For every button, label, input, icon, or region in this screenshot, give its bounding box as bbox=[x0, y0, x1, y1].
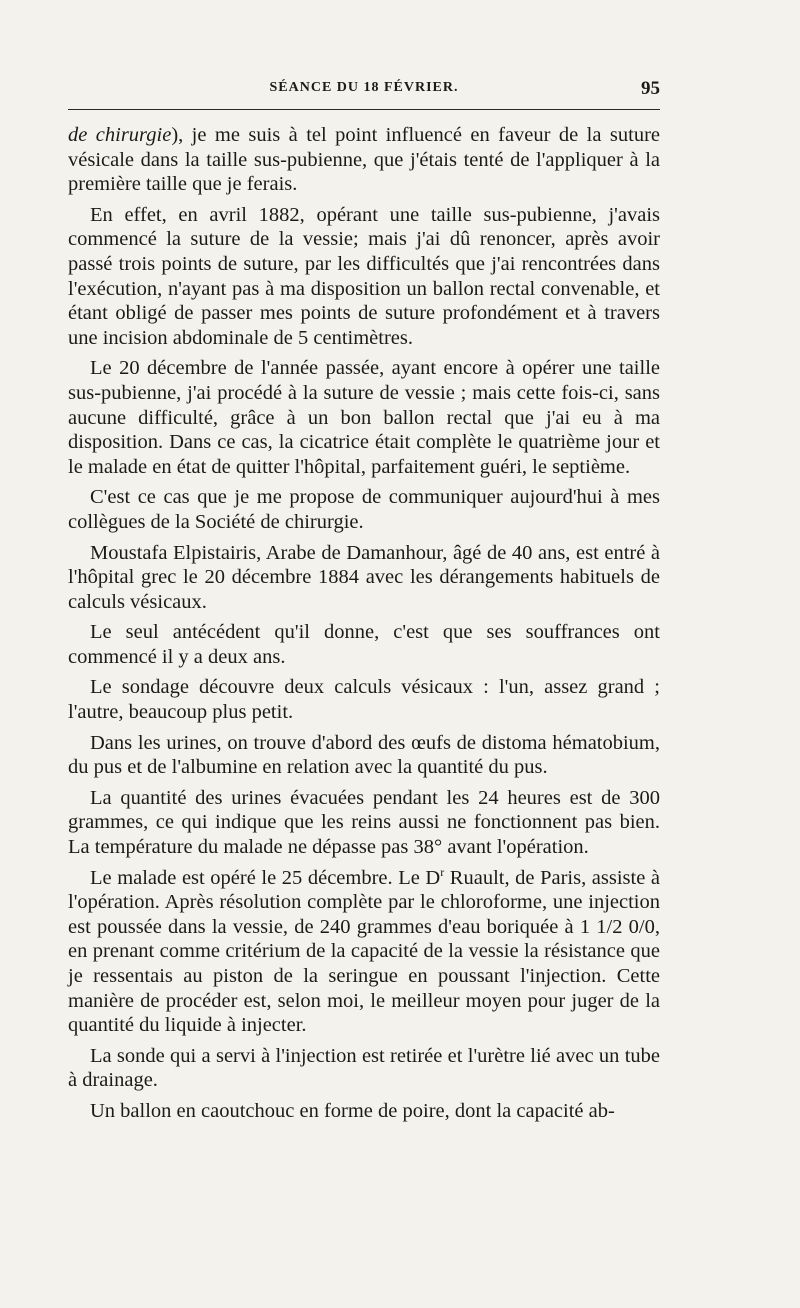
paragraph-text: Le malade est opéré le 25 décembre. Le D bbox=[90, 866, 441, 889]
paragraph: Le sondage découvre deux calculs vésicaux : l'un, assez grand ; l'autre, beaucoup plus petit. bbox=[68, 676, 660, 724]
header-rule bbox=[68, 109, 660, 110]
superscript: r bbox=[440, 864, 445, 879]
paragraph-text: Ruault, de Paris, assiste à l'opération. Après résolution complète par le chloroforme, une injection est poussée dans la vessie, de 240 grammes d'eau boriquée à 1 1/2 0/0, en prenant comme critérium de la capacité de la vessie la résistance que je ressentais au piston de la seringue en poussant l'injection. Cette manière de procéder est, selon moi, le meilleur moyen pour juger de la quantité du liquide à injecter. bbox=[68, 866, 660, 1037]
paragraph: Dans les urines, on trouve d'abord des œufs de distoma hématobium, du pus et de l'albumine en relation avec la quantité du pus. bbox=[68, 731, 660, 779]
paragraph: Moustafa Elpistairis, Arabe de Damanhour, âgé de 40 ans, est entré à l'hôpital grec le 20 décembre 1884 avec les dérangements habituels de calculs vésicaux. bbox=[68, 541, 660, 613]
paragraph: Un ballon en caoutchouc en forme de poire, dont la capacité ab- bbox=[90, 1099, 615, 1122]
italic-phrase: de chirurgie bbox=[68, 124, 172, 146]
paragraph: Le seul antécédent qu'il donne, c'est que ses souffrances ont commencé il y a deux ans. bbox=[68, 621, 660, 668]
paragraph: En effet, en avril 1882, opérant une taille sus-pubienne, j'avais commencé la suture de la vessie; mais j'ai dû renoncer, après avoir passé trois points de suture, par les difficultés que j'ai rencontrées dans l'exécution, n'ayant pas à ma disposition un ballon rectal convenable, et étant obligé de passer mes points de suture profondément et à travers une incision abdominale de 5 centimètres. bbox=[68, 203, 660, 349]
paragraph: C'est ce cas que je me propose de communiquer aujourd'hui à mes collègues de la Société de chirurgie. bbox=[68, 486, 660, 533]
paragraph: Le 20 décembre de l'année passée, ayant encore à opérer une taille sus-pubienne, j'ai procédé à la suture de vessie ; mais cette fois-ci, sans aucune difficulté, grâce à un bon ballon rectal que j'ai eu à ma disposition. Dans ce cas, la cicatrice était complète le quatrième jour et le malade en état de quitter l'hôpital, parfaitement guéri, le septième. bbox=[68, 357, 660, 478]
page-header bbox=[68, 78, 660, 104]
paragraph bbox=[68, 123, 660, 197]
paragraph: La sonde qui a servi à l'injection est retirée et l'urètre lié avec un tube à drainage. bbox=[68, 1044, 660, 1092]
paragraph bbox=[68, 866, 660, 1038]
paragraph-text: ), je me suis à tel point influencé en faveur de la suture vésicale dans la taille sus-pubienne, que j'étais tenté de l'appliquer à la première taille que je ferais. bbox=[68, 124, 660, 196]
paragraph: La quantité des urines évacuées pendant les 24 heures est de 300 grammes, ce qui indique que les reins aussi ne fonctionnent pas bien. La température du malade ne dépasse pas 38° avant l'opération. bbox=[68, 786, 660, 859]
body-text bbox=[68, 123, 660, 1130]
running-head: SÉANCE DU 18 FÉVRIER. bbox=[269, 80, 459, 95]
page-number: 95 bbox=[641, 78, 660, 99]
